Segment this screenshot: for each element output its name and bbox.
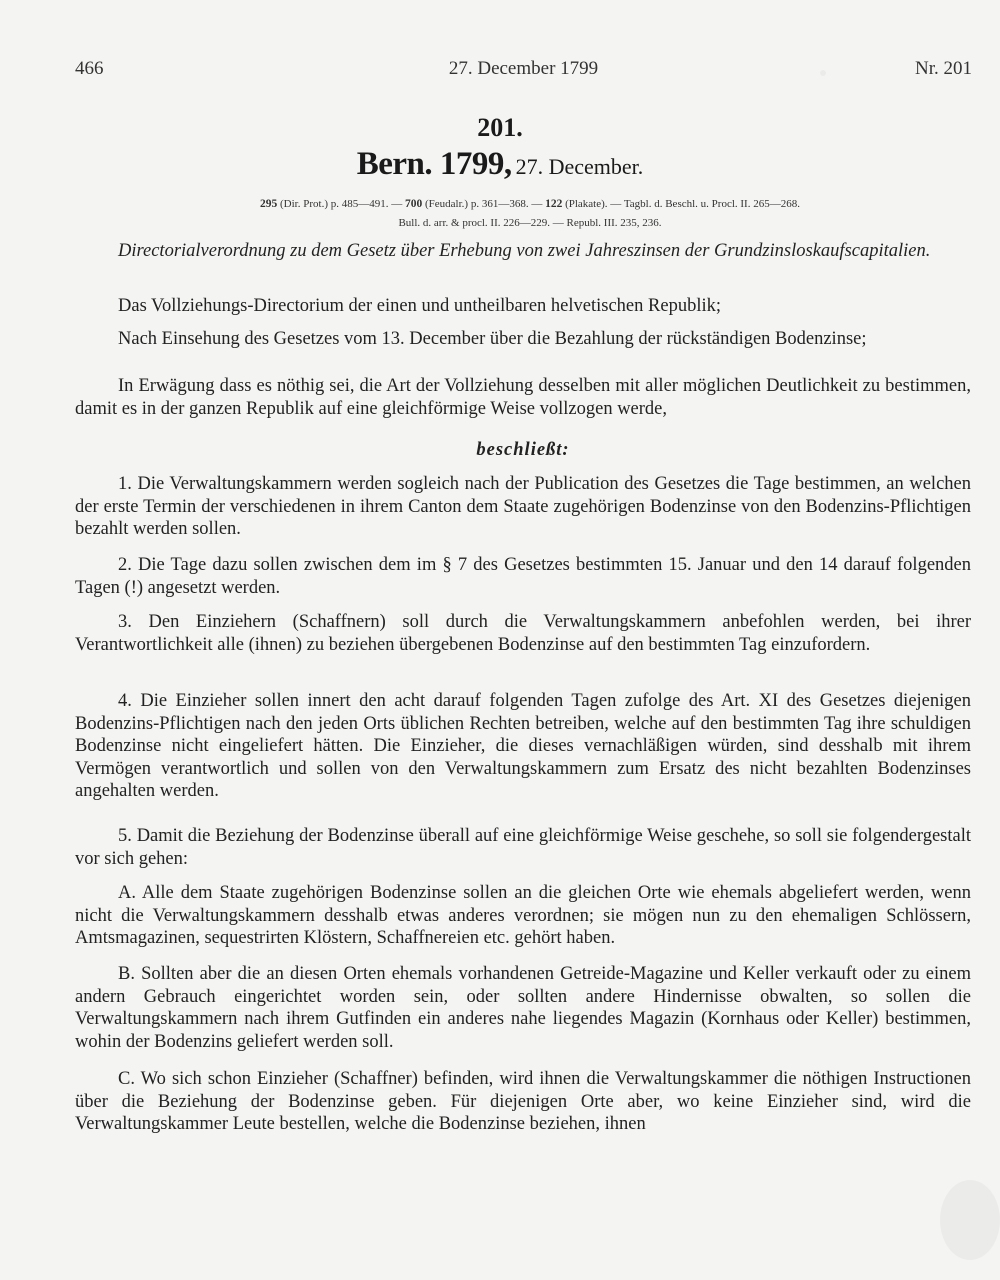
article-1: 1. Die Verwaltungskammern werden sogleich nach der Publication des Gesetzes die Tage bestimmen, an welchen der erste Termin der verschiedenen in ihrem Canton dem Staate zugehörigen Bodenzinse von den Bodenzins-Pflichtigen bezahlt werden sollen.	[75, 474, 971, 539]
article-5: 5. Damit die Beziehung der Bodenzinse überall auf eine gleichförmige Weise geschehe, so soll sie folgendergestalt vor sich gehen:	[75, 826, 971, 869]
paper-shadow	[940, 1180, 1000, 1260]
heading-date: 27. December.	[515, 154, 644, 179]
source-text-1: (Dir. Prot.) p. 485—491. —	[280, 198, 403, 210]
running-head	[75, 58, 972, 84]
article-4: 4. Die Einzieher sollen innert den acht darauf folgenden Tagen zufolge des Art. XI des Gesetzes diejenigen Bodenzins-Pflichtigen nach den jeden Orts üblichen Rechten betreiben, welche auf den bestimmten Tag ihre schuldigen Bodenzinse nicht eingeliefert hätten. Die Einzieher, die dieses vernachläßigen würden, sind desshalb mit ihrem Vermögen verantwortlich und sollen von den Verwaltungskammern zum Ersatz des nicht bezahlten Bodenzinses angehalten werden.	[75, 691, 971, 801]
source-volume-700: 700	[405, 198, 423, 210]
resolves-heading: beschließt:	[476, 440, 570, 460]
source-text-3: (Plakate). — Tagbl. d. Beschl. u. Procl. II. 265—268.	[565, 198, 800, 210]
source-text-2: (Feudalr.) p. 361—368. —	[425, 198, 543, 210]
document-heading	[0, 146, 1000, 183]
section-c: C. Wo sich schon Einzieher (Schaffner) befinden, wird ihnen die Verwaltungskammer die nöthigen Instructionen über die Beziehung der Bodenzinse geben. Für diejenigen Orte aber, wo keine Einzieher sind, wird die Verwaltungskammer Leute bestellen, welche die Bodenzinse beziehen, ihnen	[75, 1069, 971, 1134]
section-b: B. Sollten aber die an diesen Orten ehemals vorhandenen Getreide-Magazine und Keller verkauft oder zu einem andern Gebrauch eingerichtet worden sein, oder sollten andere Hindernisse obwalten, so sollen die Verwaltungskammern nach ihrem Gutfinden ein anderes nahe liegendes Magazin (Kornhaus oder Keller) bestimmen, wohin der Bodenzins geliefert werden soll.	[75, 964, 971, 1052]
article-2: 2. Die Tage dazu sollen zwischen dem im § 7 des Gesetzes bestimmten 15. Januar und den 14 darauf folgenden Tagen (!) angesetzt werden.	[75, 555, 971, 598]
paragraph-consideration: In Erwägung dass es nöthig sei, die Art der Vollziehung desselben mit aller möglichen Deutlichkeit zu bestimmen, damit es in der ganzen Republik auf eine gleichförmige Weise vollzogen werde,	[75, 376, 971, 419]
article-3: 3. Den Einziehern (Schaffnern) soll durch die Verwaltungskammern anbefohlen werden, bei ihrer Verantwortlichkeit alle (ihnen) zu beziehen übergebenen Bodenzinse auf den bestimmten Tag einzufordern.	[75, 612, 971, 655]
source-references-line-1	[160, 195, 900, 213]
source-volume-122: 122	[545, 198, 563, 210]
section-a: A. Alle dem Staate zugehörigen Bodenzinse sollen an die gleichen Orte wie ehemals abgeliefert werden, wenn nicht die Verwaltungskammern desshalb etwas anderes verordnen; sie mögen nun zu den ehemaligen Schlössern, Amtsmagazinen, sequestrirten Klöstern, Schaffnereien etc. gehört haben.	[75, 883, 971, 948]
running-date: 27. December 1799	[448, 58, 599, 79]
document-number: 201.	[477, 113, 523, 142]
running-doc-number: Nr. 201	[915, 58, 972, 79]
paragraph-preamble-law: Nach Einsehung des Gesetzes vom 13. December über die Bezahlung der rückständigen Bodenzinse;	[118, 329, 867, 349]
source-references-line-2: Bull. d. arr. & procl. II. 226—229. — Republ. III. 235, 236.	[398, 217, 662, 229]
page-number: 466	[75, 58, 104, 79]
source-volume-295: 295	[260, 198, 278, 210]
paragraph-directorate: Das Vollziehungs-Directorium der einen und untheilbaren helvetischen Republik;	[118, 296, 721, 316]
heading-place-year: Bern. 1799,	[356, 146, 512, 182]
document-title: Directorialverordnung zu dem Gesetz über Erhebung von zwei Jahreszinsen der Grundzinsloskaufscapitalien.	[118, 241, 931, 261]
